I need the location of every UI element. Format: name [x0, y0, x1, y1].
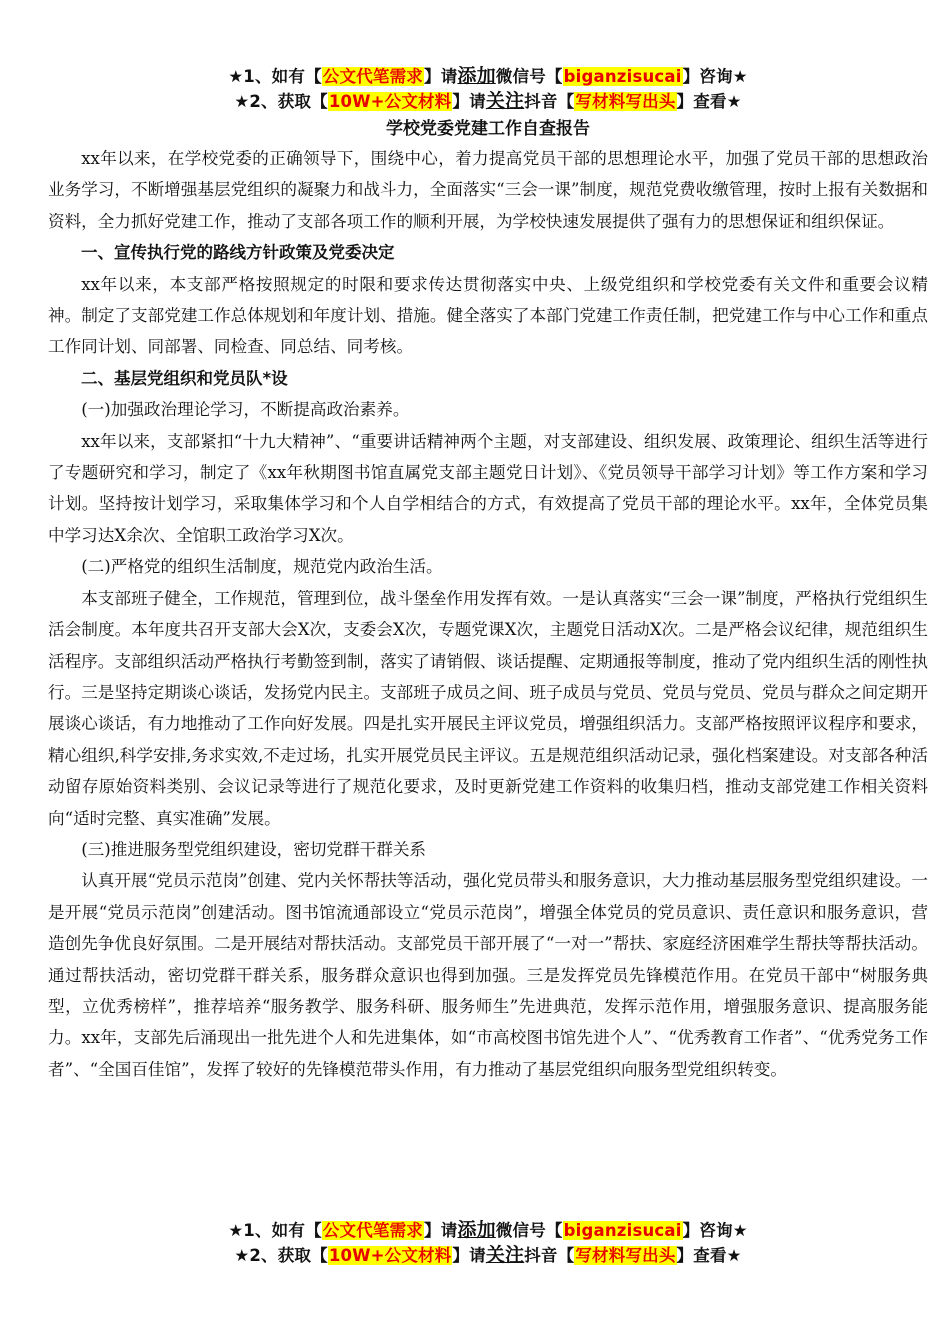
section-1-heading: 一、宣传执行党的路线方针政策及党委决定	[81, 243, 395, 263]
banner-text: 】请	[424, 1221, 458, 1240]
document-page	[48, 64, 928, 1085]
subsection-1-heading: (一)加强政治理论学习，不断提高政治素养。	[81, 400, 410, 420]
banner-highlight: 10W+公文材料	[328, 1246, 452, 1265]
subsection-2-heading: (二)严格党的组织生活制度，规范党内政治生活。	[81, 557, 443, 577]
subsection-1-paragraph: xx年以来，支部紧扣“十九大精神”、“重要讲话精神两个主题，对支部建设、组织发展、政策理论、组织生活等进行了专题研究和学习，制定了《xx年秋期图书馆直属党支部主题党日计划》、《党员领导干部学习计划》等工作方案和学习计划。坚持按计划学习，采取集体学习和个人自学相结合的方式，有效提高了党员干部的理论水平。xx年，全体党员集中学习达X余次、全馆职工政治学习X次。	[48, 431, 928, 545]
banner-text: ★2、获取【	[234, 1246, 328, 1265]
banner-text: 】查看★	[676, 1246, 742, 1265]
banner-highlight: biganzisucai	[563, 67, 682, 86]
banner-text: 】咨询★	[682, 67, 748, 86]
document-title: 学校党委党建工作自查报告	[386, 119, 590, 139]
banner-text: ★2、获取【	[234, 92, 328, 111]
section-1-paragraph: xx年以来，本支部严格按照规定的时限和要求传达贯彻落实中央、上级党组织和学校党委有关文件和重要会议精神。制定了支部党建工作总体规划和年度计划、措施。健全落实了本部门党建工作责任制，把党建工作与中心工作和重点工作同计划、同部署、同检查、同总结、同考核。	[48, 274, 928, 357]
banner-text: ★1、如有【	[228, 67, 322, 86]
subsection-3-paragraph: 认真开展“党员示范岗”创建、党内关怀帮扶等活动，强化党员带头和服务意识，大力推动基层服务型党组织建设。一是开展“党员示范岗”创建活动。图书馆流通部设立“党员示范岗”，增强全体党员的党员意识、责任意识和服务意识，营造创先争优良好氛围。二是开展结对帮扶活动。支部党员干部开展了“一对一”帮扶、家庭经济困难学生帮扶等帮扶活动。通过帮扶活动，密切党群干群关系，服务群众意识也得到加强。三是发挥党员先锋模范作用。在党员干部中“树服务典型，立优秀榜样”，推荐培养“服务教学、服务科研、服务师生”先进典范，发挥示范作用，增强服务意识、提高服务能力。xx年，支部先后涌现出一批先进个人和先进集体，如“市高校图书馆先进个人”、“优秀教育工作者”、“优秀党务工作者”、“全国百佳馆”，发挥了较好的先锋模范带头作用，有力推动了基层党组织向服务型党组织转变。	[48, 871, 928, 1079]
banner-highlight: 写材料写出头	[575, 92, 676, 111]
banner-text: 】请	[424, 67, 458, 86]
banner-highlight: 公文代笔需求	[322, 1221, 423, 1240]
subsection-3-heading: (三)推进服务型党组织建设，密切党群干群关系	[81, 839, 427, 859]
banner-text: ★1、如有【	[228, 1221, 322, 1240]
banner-text: 】查看★	[676, 92, 742, 111]
intro-paragraph: xx年以来，在学校党委的正确领导下，围绕中心，着力提高党员干部的思想理论水平，加强了党员干部的思想政治业务学习，不断增强基层党组织的凝聚力和战斗力，全面落实“三会一课”制度，规范党费收缴管理，按时上报有关数据和资料，全力抓好党建工作，推动了支部各项工作的顺利开展，为学校快速发展提供了强有力的思想保证和组织保证。	[48, 149, 928, 231]
banner-highlight: 公文代笔需求	[322, 67, 423, 86]
section-2-heading: 二、基层党组织和党员队*设	[81, 368, 288, 388]
banner-text: 】咨询★	[682, 1221, 748, 1240]
banner-highlight: 写材料写出头	[575, 1246, 676, 1265]
promo-footer	[48, 1218, 928, 1268]
banner-text: 】请	[452, 1246, 486, 1265]
promo-banner-line-2	[48, 89, 928, 114]
promo-banner-line-1	[48, 64, 928, 89]
banner-text: 】请	[452, 92, 486, 111]
banner-text: 抖音【	[524, 92, 575, 111]
subsection-2-paragraph: 本支部班子健全，工作规范，管理到位，战斗堡垒作用发挥有效。一是认真落实“三会一课”制度，严格执行党组织生活会制度。本年度共召开支部大会X次，支委会X次，专题党课X次，主题党日活动X次。二是严格会议纪律，规范组织生活程序。支部组织活动严格执行考勤签到制，落实了请销假、谈话提醒、定期通报等制度，推动了党内组织生活的刚性执行。三是坚持定期谈心谈话，发扬党内民主。支部班子成员之间、班子成员与党员、党员与党员、党员与群众之间定期开展谈心谈话，有力地推动了工作向好发展。四是扎实开展民主评议党员，增强组织活力。支部严格按照评议程序和要求，精心组织,科学安排,务求实效,不走过场，扎实开展党员民主评议。五是规范组织活动记录，强化档案建设。对支部各种活动留存原始资料类别、会议记录等进行了规范化要求，及时更新党建工作资料的收集归档，推动支部党建工作相关资料向“适时完整、真实准确”发展。	[48, 588, 928, 828]
banner-emphasis: 添加	[457, 65, 496, 87]
promo-footer-line-2	[48, 1243, 928, 1268]
banner-text: 微信号【	[495, 1221, 563, 1240]
banner-highlight: biganzisucai	[563, 1221, 682, 1240]
banner-emphasis: 关注	[485, 1244, 525, 1266]
banner-highlight: 10W+公文材料	[328, 92, 452, 111]
banner-text: 抖音【	[524, 1246, 575, 1265]
banner-emphasis: 添加	[457, 1219, 496, 1241]
banner-text: 微信号【	[495, 67, 563, 86]
promo-footer-line-1	[48, 1218, 928, 1243]
banner-emphasis: 关注	[485, 90, 525, 112]
